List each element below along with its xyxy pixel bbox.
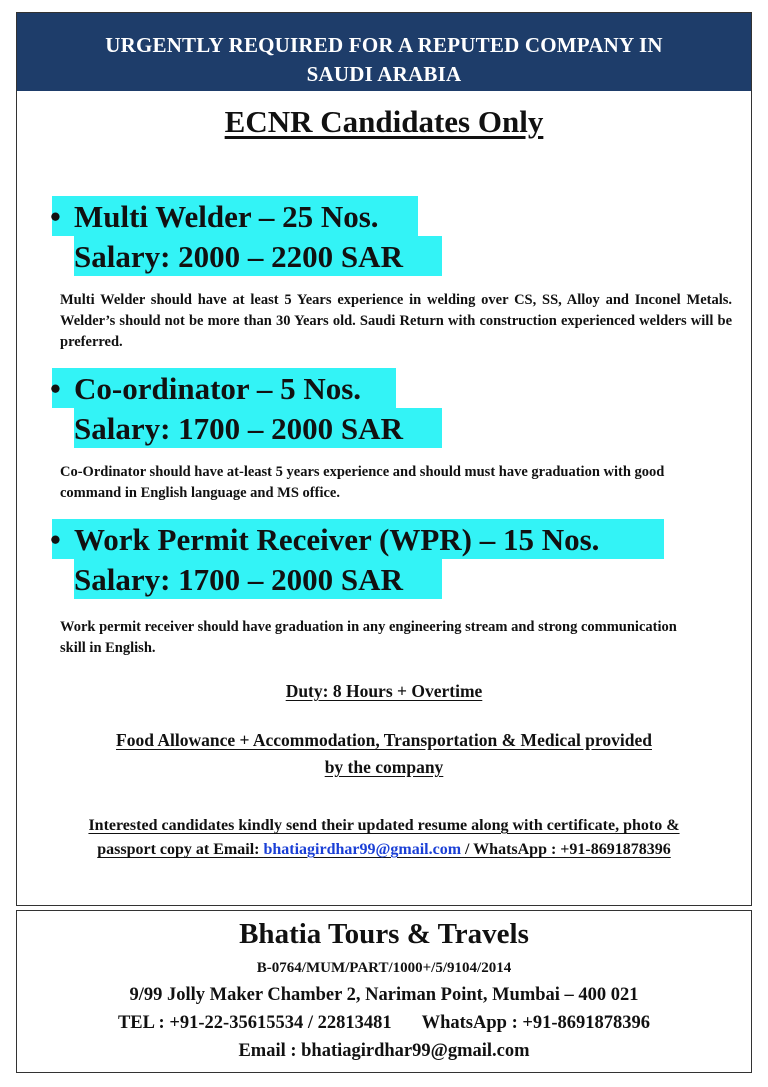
job-salary: Salary: 2000 – 2200 SAR bbox=[74, 239, 403, 274]
whatsapp-text: / WhatsApp : +91-8691878396 bbox=[461, 841, 671, 858]
page-subtitle: ECNR Candidates Only bbox=[224, 104, 544, 139]
job-title-row bbox=[50, 371, 361, 407]
email-link[interactable]: bhatiagirdhar99@gmail.com bbox=[263, 841, 462, 858]
agency-address: 9/99 Jolly Maker Chamber 2, Nariman Point, Mumbai – 400 021 bbox=[129, 985, 639, 1005]
agency-email: Email : bhatiagirdhar99@gmail.com bbox=[238, 1041, 530, 1061]
banner-line-1: URGENTLY REQUIRED FOR A REPUTED COMPANY IN bbox=[105, 33, 663, 57]
benefits-line-2: by the company bbox=[324, 757, 444, 777]
apply-line-1: Interested candidates kindly send their updated resume along with certificate, photo & bbox=[88, 817, 680, 834]
agency-footer bbox=[16, 910, 752, 1073]
job-salary: Salary: 1700 – 2000 SAR bbox=[74, 411, 403, 446]
job-salary: Salary: 1700 – 2000 SAR bbox=[74, 562, 403, 597]
job-description: Co-Ordinator should have at-least 5 years experience and should must have graduation with good command in English language and MS office. bbox=[60, 464, 665, 501]
apply-text: passport copy at Email: bbox=[97, 841, 264, 858]
job-title-row bbox=[50, 522, 599, 558]
job-title: Work Permit Receiver (WPR) – 15 Nos. bbox=[74, 522, 600, 557]
job-title: Co-ordinator – 5 Nos. bbox=[74, 371, 362, 406]
bullet-icon: • bbox=[50, 199, 61, 234]
duty-hours: Duty: 8 Hours + Overtime bbox=[285, 681, 483, 701]
application-instructions bbox=[0, 814, 768, 862]
job-description: Work permit receiver should have graduation in any engineering stream and strong communication skill in English. bbox=[60, 619, 677, 656]
benefits bbox=[0, 727, 768, 781]
bullet-icon: • bbox=[50, 371, 61, 406]
whatsapp: WhatsApp : +91-8691878396 bbox=[421, 1013, 651, 1033]
bullet-icon: • bbox=[50, 522, 61, 557]
job-title-row bbox=[50, 199, 379, 235]
header-banner bbox=[17, 13, 751, 91]
license-number: B-0764/MUM/PART/1000+/5/9104/2014 bbox=[256, 960, 512, 976]
benefits-line-1: Food Allowance + Accommodation, Transportation & Medical provided bbox=[116, 730, 652, 750]
apply-line-2 bbox=[0, 838, 768, 862]
job-description: Multi Welder should have at least 5 Years experience in welding over CS, SS, Alloy and Inconel Metals. Welder’s should not be more than 30 Years old. Saudi Return with construction experienced welders will be preferred. bbox=[60, 292, 732, 350]
banner-line-2: SAUDI ARABIA bbox=[306, 62, 462, 86]
agency-phones bbox=[17, 1013, 751, 1034]
telephone: TEL : +91-22-35615534 / 22813481 bbox=[117, 1013, 392, 1033]
job-title: Multi Welder – 25 Nos. bbox=[74, 199, 379, 234]
agency-name: Bhatia Tours & Travels bbox=[239, 918, 529, 950]
